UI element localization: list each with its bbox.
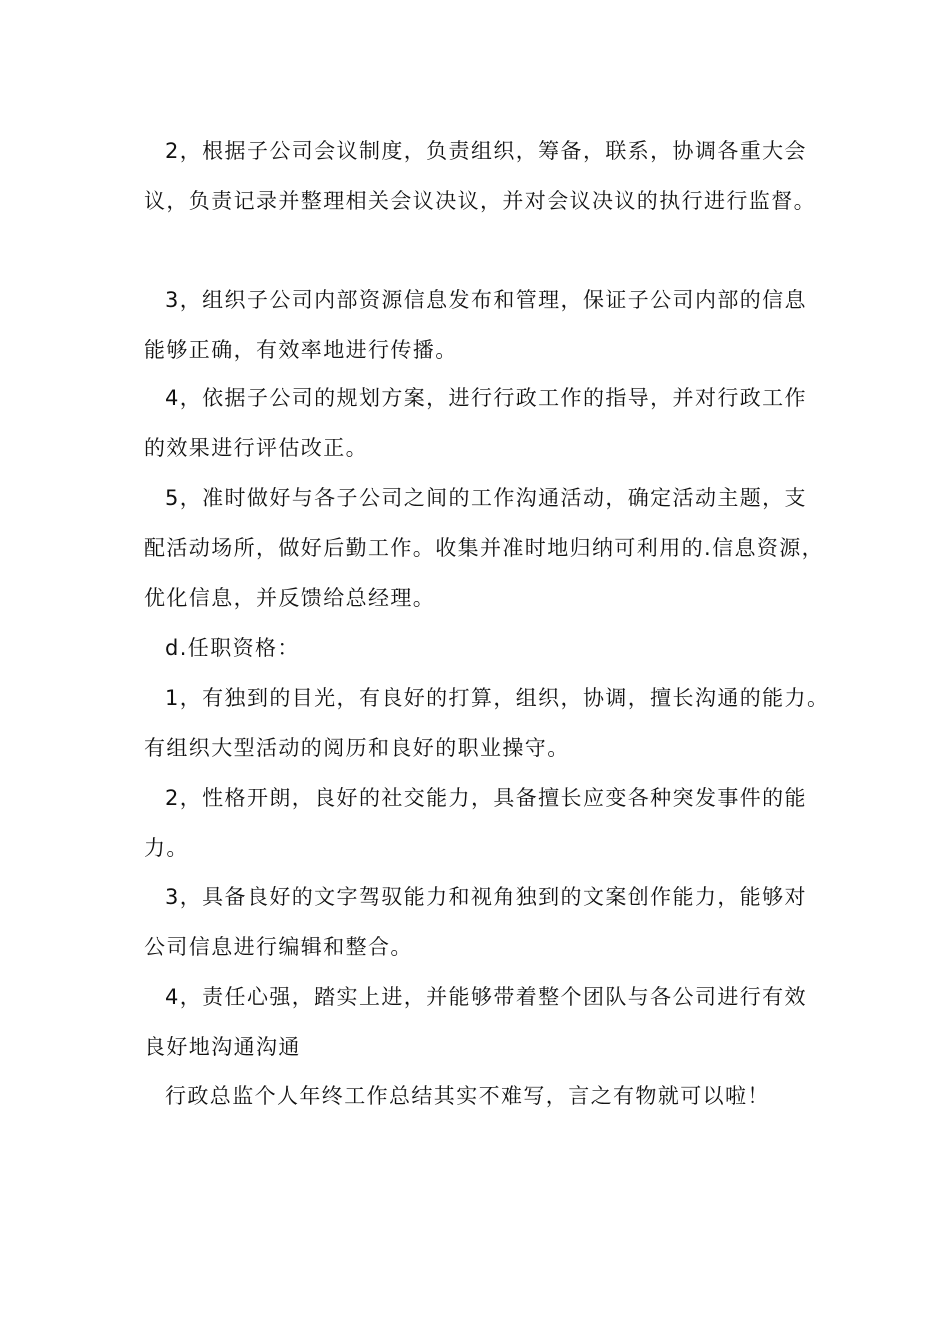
- text-line: 3，组织子公司内部资源信息发布和管理，保证子公司内部的信息: [165, 288, 807, 312]
- text-line: 4，责任心强，踏实上进，并能够带着整个团队与各公司进行有效: [165, 985, 807, 1009]
- text-line: 能够正确，有效率地进行传播。: [144, 338, 458, 362]
- text-line: 5，准时做好与各子公司之间的工作沟通活动，确定活动主题，支: [165, 486, 807, 510]
- text-line: 行政总监个人年终工作总结其实不难写，言之有物就可以啦！: [165, 1084, 770, 1108]
- text-line: 2，性格开朗，良好的社交能力，具备擅长应变各种突发事件的能: [165, 786, 807, 810]
- text-line: 配活动场所，做好后勤工作。收集并准时地归纳可利用的.信息资源，: [144, 536, 825, 560]
- text-line: 力。: [144, 836, 189, 860]
- text-line: 的效果进行评估改正。: [144, 436, 368, 460]
- text-line: 2，根据子公司会议制度，负责组织，筹备，联系，协调各重大会: [165, 139, 807, 163]
- paragraph-qualification-3: [144, 872, 820, 972]
- text-line: 公司信息进行编辑和整合。: [144, 935, 413, 959]
- text-line: 3，具备良好的文字驾驭能力和视角独到的文案创作能力，能够对: [165, 885, 807, 909]
- text-line: 4，依据子公司的规划方案，进行行政工作的指导，并对行政工作: [165, 386, 807, 410]
- paragraph-duty-4: [144, 373, 820, 473]
- text-line: 1，有独到的目光，有良好的打算，组织，协调，擅长沟通的能力。: [165, 686, 830, 710]
- text-line: 良好地沟通沟通: [144, 1035, 301, 1059]
- paragraph-duty-5: [144, 473, 825, 623]
- paragraph-qualification-2: [144, 773, 820, 873]
- text-line: 议，负责记录并整理相关会议决议，并对会议决议的执行进行监督。: [144, 189, 816, 213]
- text-line: 优化信息，并反馈给总经理。: [144, 586, 436, 610]
- text-line: 有组织大型活动的阅历和良好的职业操守。: [144, 736, 570, 760]
- closing-remark: [144, 1071, 820, 1121]
- section-heading-qualifications: [144, 623, 820, 673]
- paragraph-qualification-4: [144, 972, 820, 1072]
- paragraph-qualification-1: [144, 673, 830, 773]
- paragraph-duty-3: [144, 275, 820, 375]
- text-line: d.任职资格：: [165, 636, 300, 660]
- paragraph-duty-2: [144, 126, 820, 226]
